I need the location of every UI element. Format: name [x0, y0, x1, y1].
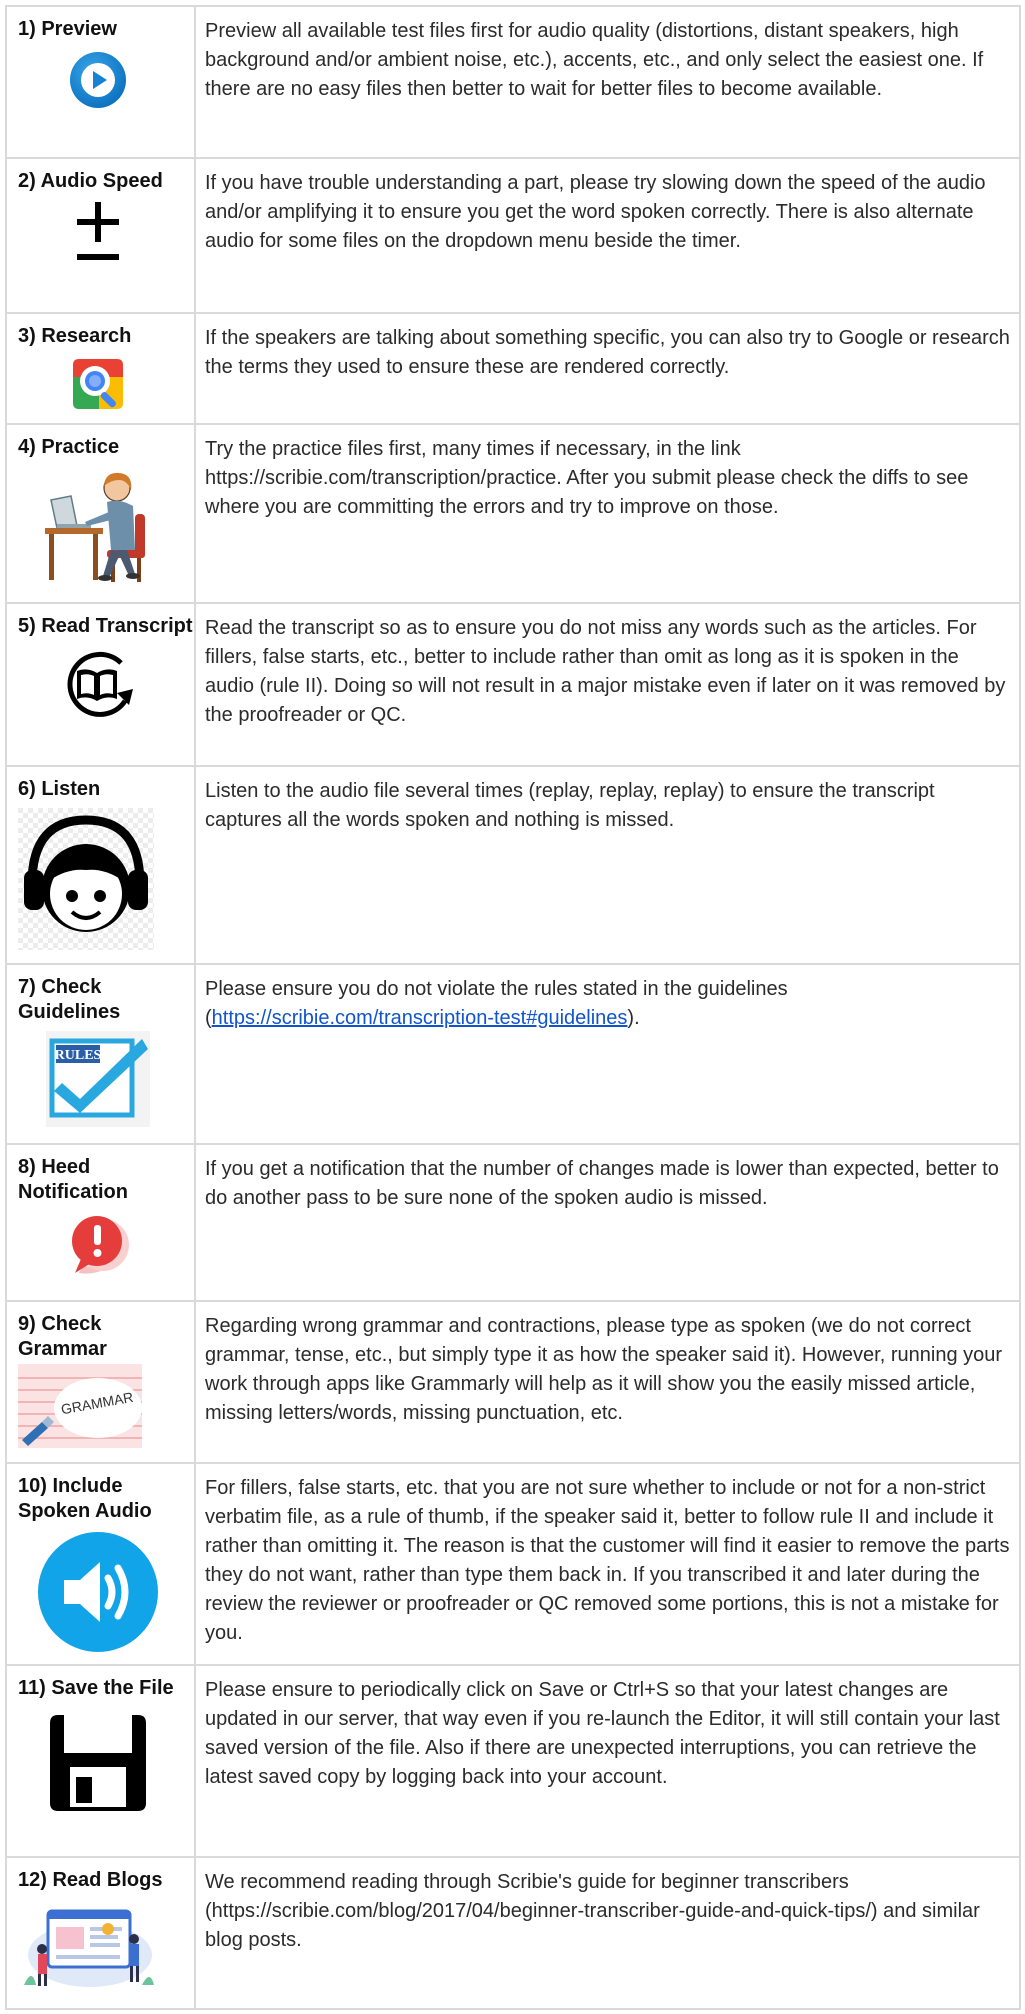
table-row — [6, 1144, 1020, 1301]
svg-text:RULES: RULES — [54, 1048, 102, 1063]
headphones-face-icon — [18, 808, 154, 950]
blog-illustration-icon — [18, 1897, 158, 1993]
tip-title-cell — [6, 964, 195, 1144]
tip-text — [195, 964, 1020, 1144]
tip-text-before-link: Please ensure you do not violate the rules stated in the guidelines ( — [205, 978, 788, 1029]
plus-minus-icon — [68, 198, 128, 264]
table-row — [6, 6, 1020, 158]
tip-title: 11) Save the File — [18, 1677, 174, 1699]
table-row — [6, 603, 1020, 766]
person-typing-icon — [41, 466, 156, 584]
tip-title: 8) Heed Notification — [18, 1156, 128, 1203]
tip-title: 7) Check Guidelines — [18, 976, 121, 1023]
tip-text: For fillers, false starts, etc. that you are not sure whether to include or not for a non-strict verbatim file, as a rule of thumb, if the speaker said it, better to follow rule II and include it rather than omitting it. The reason is that the customer will find it easier to remove the parts they do not want, rather than type them back in. If you transcribed it and later during the review the reviewer or proofreader or QC removed some portions, this is not a mistake for you. — [195, 1463, 1020, 1665]
alert-bubble-icon — [65, 1213, 131, 1279]
speaker-icon — [36, 1530, 160, 1654]
play-icon — [68, 50, 128, 110]
tip-text: Please ensure to periodically click on Save or Ctrl+S so that your latest changes are updated in our server, that way even if you re-launch the Editor, it will still contain your last saved version of the file. Also if there are unexpected interruptions, you can retrieve the latest saved copy by logging back into your account. — [195, 1665, 1020, 1857]
tip-title-cell — [6, 158, 195, 313]
tip-title-cell — [6, 1857, 195, 2009]
tip-text-after-link: ). — [627, 1007, 640, 1029]
tip-title: 1) Preview — [18, 18, 117, 40]
tip-title-cell — [6, 313, 195, 424]
grammar-icon-text: GRAMMAR — [59, 1388, 135, 1418]
table-row — [6, 424, 1020, 603]
table-row — [6, 1857, 1020, 2009]
table-row — [6, 158, 1020, 313]
tip-text: If the speakers are talking about something specific, you can also try to Google or research the terms they used to ensure these are rendered correctly. — [195, 313, 1020, 424]
tip-title: 4) Practice — [18, 436, 120, 458]
tip-title-cell — [6, 6, 195, 158]
table-row — [6, 1463, 1020, 1665]
guidelines-link[interactable]: https://scribie.com/transcription-test#guidelines — [211, 1007, 628, 1029]
tip-text: If you have trouble understanding a part, please try slowing down the speed of the audio and/or amplifying it to ensure you get the word spoken correctly. There is also alternate audio for some files on the dropdown menu beside the timer. — [195, 158, 1020, 313]
table-row — [6, 766, 1020, 964]
rules-check-icon — [46, 1031, 150, 1127]
grammar-icon — [18, 1364, 142, 1448]
book-reload-icon — [59, 645, 137, 723]
tip-text: If you get a notification that the number of changes made is lower than expected, better to do another pass to be sure none of the spoken audio is missed. — [195, 1144, 1020, 1301]
tip-title: 3) Research — [18, 325, 132, 347]
tip-title: 2) Audio Speed — [18, 170, 163, 192]
tip-text: Listen to the audio file several times (replay, replay, replay) to ensure the transcript captures all the words spoken and nothing is missed. — [195, 766, 1020, 964]
tip-title: 6) Listen — [18, 778, 101, 800]
tip-title: 9) Check Grammar — [18, 1313, 107, 1360]
table-row — [6, 1665, 1020, 1857]
tip-text: Regarding wrong grammar and contractions, please type as spoken (we do not correct grammar, tense, etc., but simply type it as how the speaker said it). However, running your work through apps like Grammarly will help as it will show you the easily missed article, missing letters/words, missing punctuation, etc. — [195, 1301, 1020, 1463]
floppy-disk-icon — [42, 1707, 154, 1819]
table-row — [6, 1301, 1020, 1463]
tip-title: 12) Read Blogs — [18, 1869, 163, 1891]
tip-title-cell — [6, 603, 195, 766]
tip-title-cell — [6, 1665, 195, 1857]
search-icon — [69, 355, 127, 413]
table-row — [6, 964, 1020, 1144]
tip-title-cell — [6, 766, 195, 964]
tip-text: Read the transcript so as to ensure you do not miss any words such as the articles. For fillers, false starts, etc., better to include rather than omit as long as it is spoken in the audio (rule II). Doing so will not result in a major mistake even if later on it was removed by the proofreader or QC. — [195, 603, 1020, 766]
tip-text: Preview all available test files first for audio quality (distortions, distant speakers, high background and/or ambient noise, etc.), accents, etc., and only select the easiest one. If there are no easy files then better to wait for better files to become available. — [195, 6, 1020, 158]
table-row — [6, 313, 1020, 424]
tip-title-cell — [6, 424, 195, 603]
tip-text: We recommend reading through Scribie's guide for beginner transcribers (https://scribie.com/blog/2017/04/beginner-transcriber-guide-and-quick-tips/) and similar blog posts. — [195, 1857, 1020, 2009]
tip-title-cell — [6, 1463, 195, 1665]
tip-title-cell — [6, 1301, 195, 1463]
tips-table — [5, 5, 1021, 2010]
tip-title: 5) Read Transcript — [18, 615, 193, 637]
tip-title: 10) Include Spoken Audio — [18, 1475, 152, 1522]
tip-title-cell — [6, 1144, 195, 1301]
tip-text: Try the practice files first, many times if necessary, in the link https://scribie.com/transcription/practice. After you submit please check the diffs to see where you are committing the errors and try to improve on those. — [195, 424, 1020, 603]
